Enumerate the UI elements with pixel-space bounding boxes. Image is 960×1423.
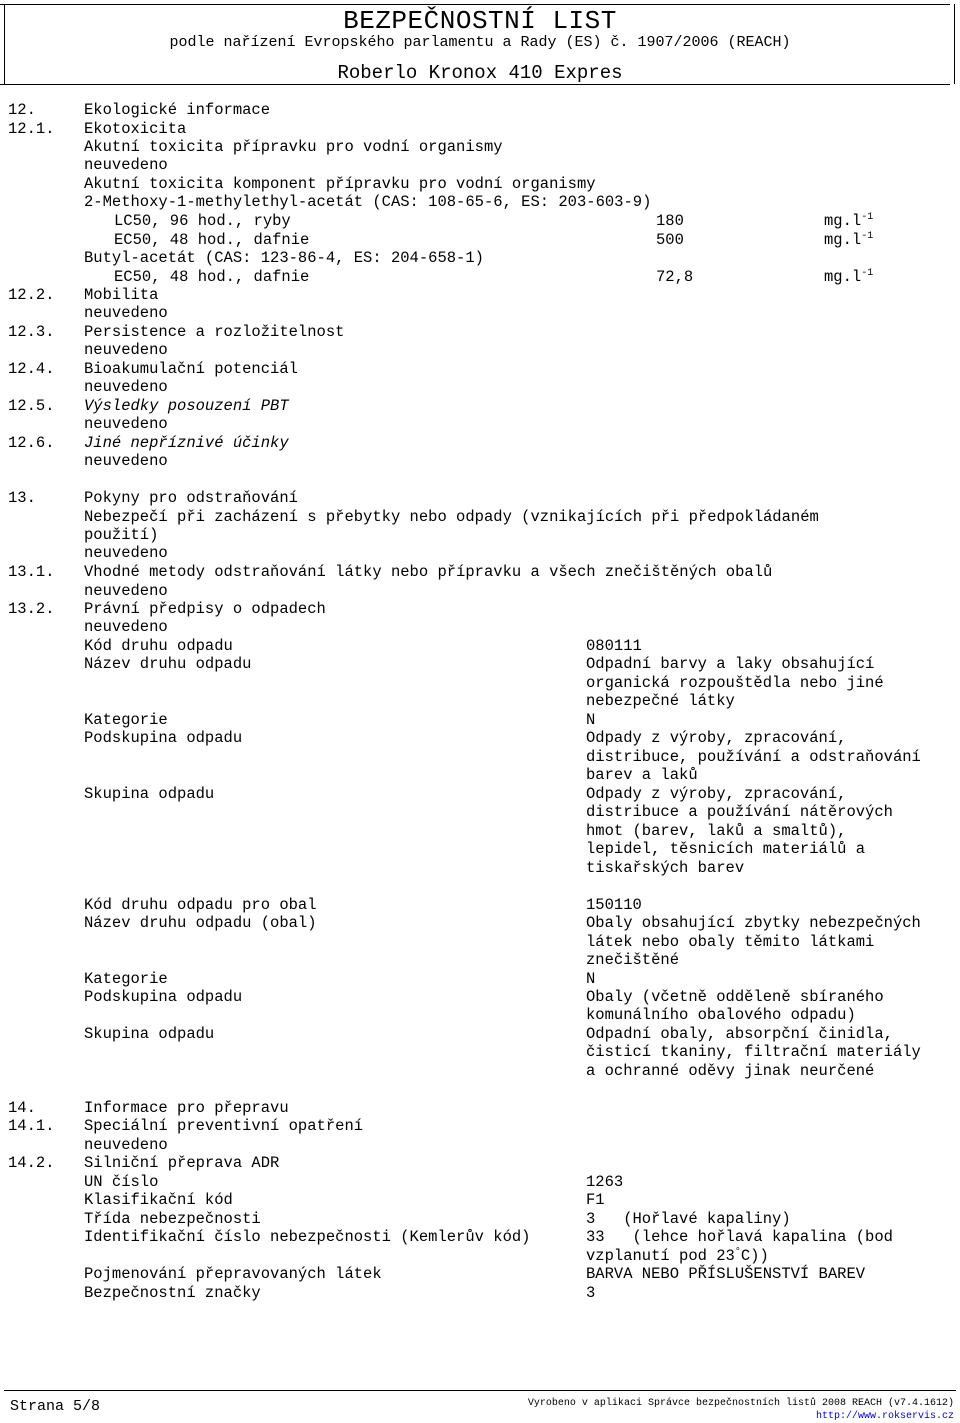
danger-text: použití) [84, 526, 159, 544]
section-number: 12. [8, 101, 36, 119]
subsection-title: Jiné nepříznivé účinky [84, 434, 289, 452]
category-value: N [586, 711, 596, 729]
subsection-title: Vhodné metody odstraňování látky nebo přípravku a všech znečištěných obalů [84, 563, 773, 581]
hazard-class-label: Třída nebezpečnosti [84, 1210, 261, 1228]
aquatic-toxicity-components: Akutní toxicita komponent přípravku pro vodní organismy [84, 175, 596, 193]
toxicity-value: 180 [656, 212, 684, 230]
packaging-code-value: 150110 [586, 896, 642, 914]
component-name: Butyl-acetát (CAS: 123-86-4, ES: 204-658-1) [84, 249, 484, 267]
header-bottom-rule [0, 84, 950, 85]
subsection-number: 12.6. [8, 434, 55, 452]
waste-name-value: organická rozpouštědla nebo jiné [586, 674, 884, 692]
footer-credits [528, 1397, 954, 1423]
packaging-code-label: Kód druhu odpadu pro obal [84, 896, 317, 914]
classification-code-value: F1 [586, 1191, 605, 1209]
un-number-value: 1263 [586, 1173, 624, 1191]
packaging-name-label: Název druhu odpadu (obal) [84, 914, 317, 932]
waste-name-value: nebezpečné látky [586, 692, 735, 710]
toxicity-value: 500 [656, 231, 684, 249]
subsection-title: Silniční přeprava ADR [84, 1154, 280, 1172]
subsection-title: Speciální preventivní opatření [84, 1117, 364, 1135]
regulation-subtitle: podle nařízení Evropského parlamentu a Rady (ES) č. 1907/2006 (REACH) [169, 34, 791, 51]
not-stated: neuvedeno [84, 544, 168, 562]
category-label: Kategorie [84, 970, 168, 988]
group-value: Odpadní obaly, absorpční činidla, [586, 1025, 893, 1043]
waste-code-value: 080111 [586, 637, 642, 655]
subsection-title: Výsledky posouzení PBT [84, 397, 289, 415]
subsection-number: 14.2. [8, 1154, 55, 1172]
kemler-code-value: vzplanutí pod 23°C)) [586, 1247, 769, 1265]
toxicity-label: EC50, 48 hod., dafnie [114, 231, 310, 249]
subgroup-value: distribuce, používání a odstraňování [586, 748, 921, 766]
toxicity-label: LC50, 96 hod., ryby [114, 212, 291, 230]
subgroup-label: Podskupina odpadu [84, 729, 243, 747]
waste-name-label: Název druhu odpadu [84, 655, 252, 673]
subsection-number: 13.1. [8, 563, 55, 581]
category-value: N [586, 970, 596, 988]
section-number: 13. [8, 489, 36, 507]
not-stated: neuvedeno [84, 304, 168, 322]
not-stated: neuvedeno [84, 452, 168, 470]
section-title: Ekologické informace [84, 101, 271, 119]
group-value: lepidel, těsnicích materiálů a [586, 840, 866, 858]
subsection-number: 12.2. [8, 286, 55, 304]
subsection-title: Mobilita [84, 286, 159, 304]
group-label: Skupina odpadu [84, 1025, 215, 1043]
kemler-code-value: 33 (lehce hořlavá kapalina (bod [586, 1228, 893, 1246]
footer-link[interactable]: http://www.rokservis.cz [815, 1411, 954, 1422]
group-value: a ochranné oděvy jinak neurčené [586, 1062, 875, 1080]
subsection-title: Právní předpisy o odpadech [84, 600, 326, 618]
group-value: hmot (barev, laků a smaltů), [586, 822, 847, 840]
danger-text: Nebezpečí při zacházení s přebytky nebo odpady (vznikajících při předpokládaném [84, 508, 819, 526]
category-label: Kategorie [84, 711, 168, 729]
not-stated: neuvedeno [84, 378, 168, 396]
subgroup-value: komunálního obalového odpadu) [586, 1006, 856, 1024]
subsection-number: 14.1. [8, 1117, 55, 1135]
not-stated: neuvedeno [84, 415, 168, 433]
kemler-code-label: Identifikační číslo nebezpečnosti (Kemlerův kód) [84, 1228, 531, 1246]
document-title: BEZPEČNOSTNÍ LIST [343, 6, 617, 36]
classification-code-label: Klasifikační kód [84, 1191, 233, 1209]
subsection-number: 12.3. [8, 323, 55, 341]
section-title: Pokyny pro odstraňování [84, 489, 298, 507]
safety-labels-label: Bezpečnostní značky [84, 1284, 261, 1302]
hazard-class-value: 3 (Hořlavé kapaliny) [586, 1210, 791, 1228]
packaging-name-value: Obaly obsahující zbytky nebezpečných [586, 914, 921, 932]
subsection-number: 13.2. [8, 600, 55, 618]
group-value: čisticí tkaniny, filtrační materiály [586, 1043, 921, 1061]
subgroup-value: barev a laků [586, 766, 698, 784]
toxicity-unit: $mg.l^{-1}$ [824, 212, 874, 230]
subsection-number: 12.1. [8, 120, 55, 138]
group-label: Skupina odpadu [84, 785, 215, 803]
waste-name-value: Odpadní barvy a laky obsahující [586, 655, 875, 673]
subsection-number: 12.4. [8, 360, 55, 378]
subsection-title: Bioakumulační potenciál [84, 360, 298, 378]
safety-labels-value: 3 [586, 1284, 596, 1302]
not-stated: neuvedeno [84, 341, 168, 359]
subgroup-value: Obaly (včetně odděleně sbíraného [586, 988, 884, 1006]
toxicity-value: 72,8 [656, 268, 694, 286]
not-stated: neuvedeno [84, 1136, 168, 1154]
shipping-name-value: BARVA NEBO PŘÍSLUŠENSTVÍ BAREV [586, 1265, 866, 1283]
toxicity-unit: $mg.l^{-1}$ [824, 268, 874, 286]
subgroup-label: Podskupina odpadu [84, 988, 243, 1006]
section-number: 14. [8, 1099, 36, 1117]
not-stated: neuvedeno [84, 618, 168, 636]
toxicity-label: EC50, 48 hod., dafnie [114, 268, 310, 286]
generator-note: Vyrobeno v aplikaci Správce bezpečnostních listů 2008 REACH (v7.4.1612) [527, 1398, 954, 1409]
subsection-number: 12.5. [8, 397, 55, 415]
subsection-title: Ekotoxicita [84, 120, 187, 138]
toxicity-unit: $mg.l^{-1}$ [824, 231, 874, 249]
page-number: Strana 5/8 [10, 1398, 101, 1415]
group-value: tiskařských barev [586, 859, 745, 877]
header-top-rule [0, 4, 950, 5]
component-name: 2-Methoxy-1-methylethyl-acetát (CAS: 108-65-6, ES: 203-603-9) [84, 193, 652, 211]
waste-code-label: Kód druhu odpadu [84, 637, 233, 655]
subsection-title: Persistence a rozložitelnost [84, 323, 345, 341]
packaging-name-value: znečištěné [586, 951, 680, 969]
subgroup-value: Odpady z výroby, zpracování, [586, 729, 847, 747]
packaging-name-value: látek nebo obaly těmito látkami [586, 933, 875, 951]
un-number-label: UN číslo [84, 1173, 159, 1191]
not-stated: neuvedeno [84, 156, 168, 174]
group-value: distribuce a používání nátěrových [586, 803, 893, 821]
aquatic-toxicity-mixture: Akutní toxicita přípravku pro vodní organismy [84, 138, 503, 156]
section-title: Informace pro přepravu [84, 1099, 289, 1117]
footer-rule [4, 1390, 956, 1391]
product-name: Roberlo Kronox 410 Expres [337, 62, 623, 84]
not-stated: neuvedeno [84, 582, 168, 600]
group-value: Odpady z výroby, zpracování, [586, 785, 847, 803]
shipping-name-label: Pojmenování přepravovaných látek [84, 1265, 382, 1283]
